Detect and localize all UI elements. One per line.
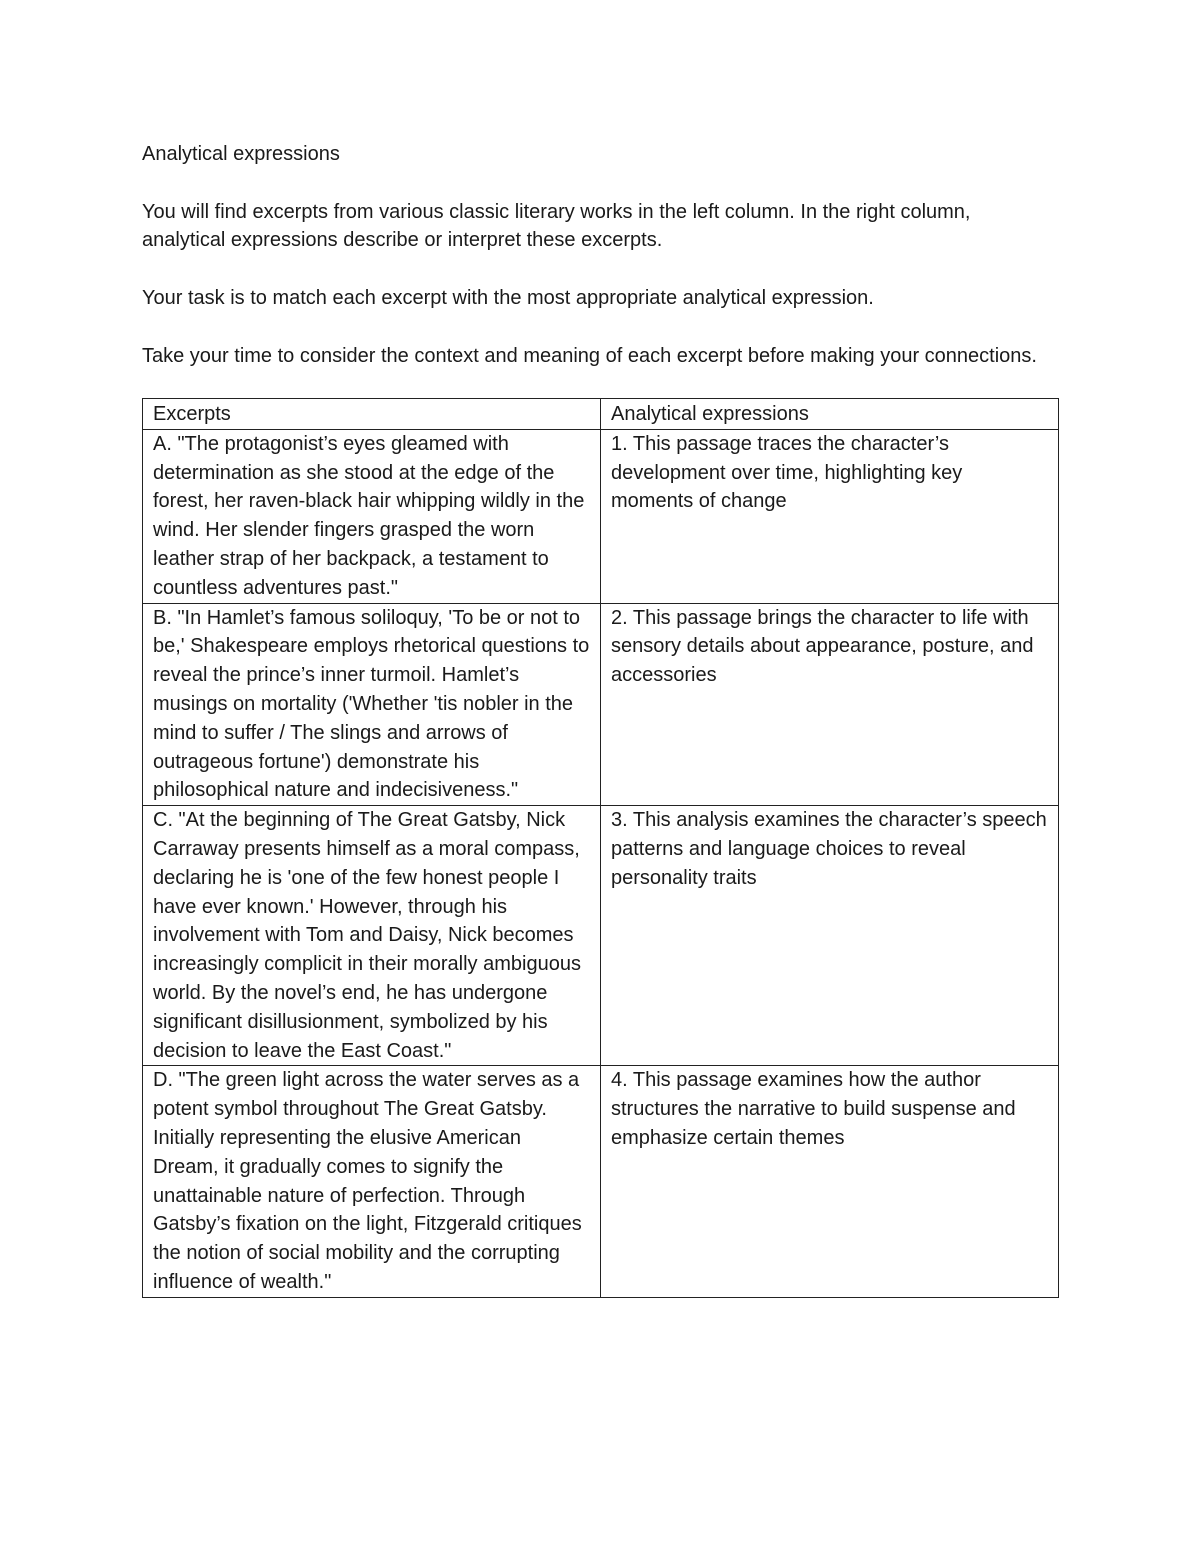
expression-cell: 4. This passage examines how the author structures the narrative to build suspense and emphasize certain themes xyxy=(601,1066,1059,1297)
excerpt-cell: D. "The green light across the water serves as a potent symbol throughout The Great Gatsby. Initially representing the elusive American Dream, it gradually comes to signify the unattainable nature of perfection. Through Gatsby’s fixation on the light, Fitzgerald critiques the notion of social mobility and the corrupting influence of wealth." xyxy=(143,1066,601,1297)
header-excerpts: Excerpts xyxy=(143,399,601,430)
excerpt-cell: B. "In Hamlet’s famous soliloquy, 'To be or not to be,' Shakespeare employs rhetorical questions to reveal the prince’s inner turmoil. Hamlet’s musings on mortality ('Whether 'tis nobler in the mind to suffer / The slings and arrows of outrageous fortune') demonstrate his philosophical nature and indecisiveness." xyxy=(143,603,601,806)
intro-paragraph-3: Take your time to consider the context and meaning of each excerpt before making your connections. xyxy=(142,345,1037,367)
table-row xyxy=(143,603,1059,806)
document-page xyxy=(142,140,1058,1298)
intro-paragraph-2: Your task is to match each excerpt with the most appropriate analytical expression. xyxy=(142,287,874,309)
table-header-row xyxy=(143,399,1059,430)
expression-cell: 1. This passage traces the character’s development over time, highlighting key moments of change xyxy=(601,429,1059,603)
intro-paragraph-1: You will find excerpts from various classic literary works in the left column. In the right column, analytical expressions describe or interpret these excerpts. xyxy=(142,201,971,251)
excerpt-cell: A. "The protagonist’s eyes gleamed with determination as she stood at the edge of the forest, her raven-black hair whipping wildly in the wind. Her slender fingers grasped the worn leather strap of her backpack, a testament to countless adventures past." xyxy=(143,429,601,603)
table-row xyxy=(143,429,1059,603)
table-row xyxy=(143,806,1059,1066)
expression-cell: 2. This passage brings the character to life with sensory details about appearance, posture, and accessories xyxy=(601,603,1059,806)
matching-table xyxy=(142,398,1059,1298)
table-row xyxy=(143,1066,1059,1297)
document-title: Analytical expressions xyxy=(142,143,340,165)
expression-cell: 3. This analysis examines the character’s speech patterns and language choices to reveal personality traits xyxy=(601,806,1059,1066)
excerpt-cell: C. "At the beginning of The Great Gatsby, Nick Carraway presents himself as a moral compass, declaring he is 'one of the few honest people I have ever known.' However, through his involvement with Tom and Daisy, Nick becomes increasingly complicit in their morally ambiguous world. By the novel’s end, he has undergone significant disillusionment, symbolized by his decision to leave the East Coast." xyxy=(143,806,601,1066)
header-analytical-expressions: Analytical expressions xyxy=(601,399,1059,430)
